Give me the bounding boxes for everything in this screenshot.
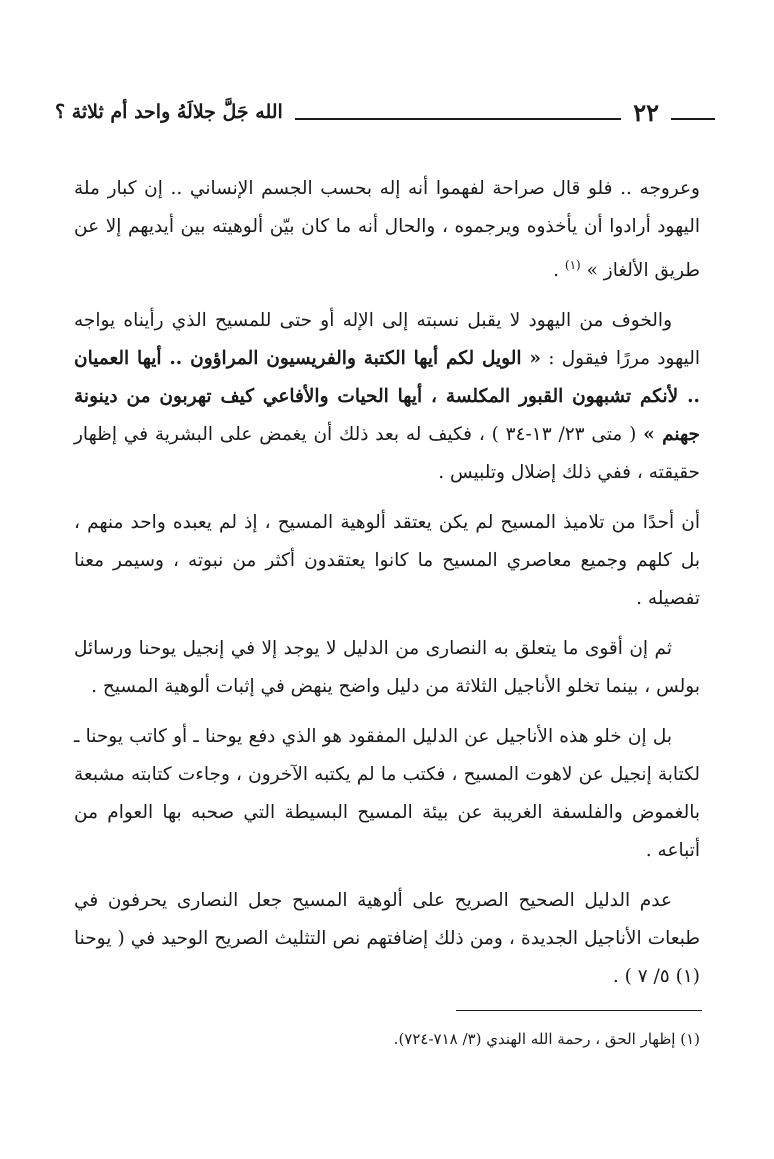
header-rule-middle <box>295 118 621 120</box>
page-header <box>55 92 715 132</box>
page-number: ٢٢ <box>633 97 659 127</box>
paragraph-text: وعروجه .. فلو قال صراحة لفهموا أنه إله بحسب الجسم الإنساني .. إن كبار ملة اليهود أرادوا أن يأخذوه ويرجموه ، والحال أنه ما كان بيّن ألوهيته بين أيديهم إلا عن طريق الألغاز » <box>74 178 700 282</box>
bold-quotation: « الويل لكم أيها الكتبة والفريسيون المراؤون .. أيها العميان .. لأنكم تشبهون القبور المكلسة ، أيها الحيات والأفاعي كيف تهربون من دينونة جهنم » <box>74 348 700 446</box>
paragraph-text: ( متى ٢٣/ ١٣-٣٤ ) ، فكيف له بعد ذلك أن يغمض على البشرية في إظهار حقيقته ، ففي ذلك إضلال وتلبيس . <box>74 424 700 484</box>
paragraph-4 <box>74 630 700 706</box>
paragraph-1 <box>74 170 700 290</box>
header-rule-right <box>671 118 715 120</box>
paragraph-text: أن أحدًا من تلاميذ المسيح لم يكن يعتقد ألوهية المسيح ، إذ لم يعبده واحد منهم ، بل كلهم وجميع معاصري المسيح ما كانوا يعتقدون أكثر من نبوته ، وسيمر معنا تفصيله . <box>74 512 700 610</box>
footnote: (١) إظهار الحق ، رحمة الله الهندي (٣/ ٧١٨-٧٢٤). <box>393 1030 700 1048</box>
running-title: الله جَلَّ جلالَهُ واحد أم ثلاثة ؟ <box>55 101 283 123</box>
paragraph-5 <box>74 718 700 870</box>
footnote-marker: (١) <box>564 258 581 272</box>
paragraph-6 <box>74 882 700 996</box>
footnote-separator <box>456 1010 702 1011</box>
paragraph-text: ثم إن أقوى ما يتعلق به النصارى من الدليل لا يوجد إلا في إنجيل يوحنا ورسائل بولس ، بينما تخلو الأناجيل الثلاثة من دليل واضح ينهض في إثبات ألوهية المسيح . <box>74 638 700 698</box>
paragraph-2 <box>74 302 700 492</box>
paragraph-text: والخوف من اليهود لا يقبل نسبته إلى الإله أو حتى للمسيح الذي رأيناه يواجه اليهود مررًا فيقول : <box>74 310 700 370</box>
paragraph-text: . <box>553 260 565 282</box>
paragraph-text: عدم الدليل الصحيح الصريح على ألوهية المسيح جعل النصارى يحرفون في طبعات الأناجيل الجديدة ، ومن ذلك إضافتهم نص التثليث الصريح الوحيد في ( يوحنا (١) ٥/ ٧ ) . <box>74 890 700 988</box>
paragraph-3 <box>74 504 700 618</box>
paragraph-text: بل إن خلو هذه الأناجيل عن الدليل المفقود هو الذي دفع يوحنا ـ أو كاتب يوحنا ـ لكتابة إنجيل عن لاهوت المسيح ، فكتب ما لم يكتبه الآخرون ، وجاءت كتابته مشبعة بالغموض والفلسفة الغريبة عن بيئة المسيح البسيطة التي صحبه بها العوام من أتباعه . <box>74 726 700 862</box>
body-text <box>74 170 700 1008</box>
